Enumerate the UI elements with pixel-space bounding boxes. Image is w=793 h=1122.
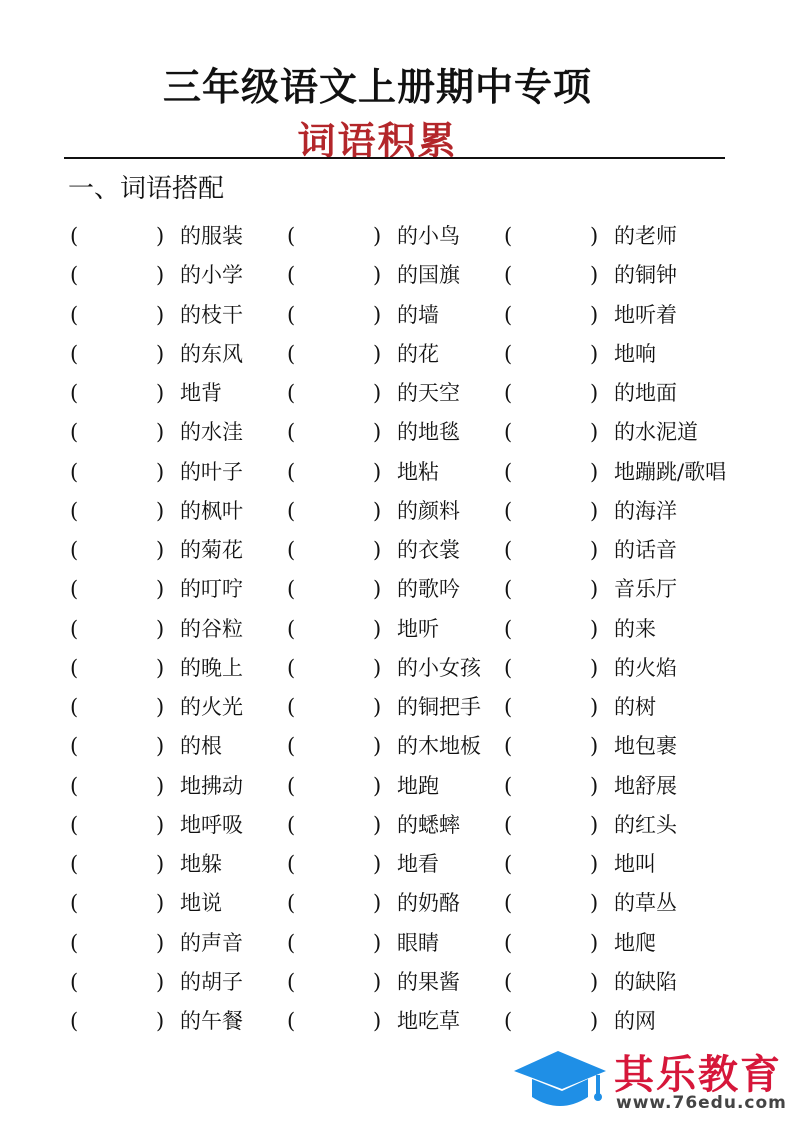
open-bracket: (: [504, 538, 513, 562]
open-bracket: (: [504, 224, 513, 248]
blank-item: [70, 845, 287, 884]
open-bracket: (: [287, 969, 296, 994]
close-bracket: ): [156, 655, 165, 680]
blank-item: [504, 374, 734, 413]
phrase-word: 的枝干: [180, 302, 243, 327]
close-bracket: ): [156, 930, 165, 955]
close-bracket: ): [373, 577, 382, 602]
open-bracket: (: [504, 459, 513, 484]
open-bracket: (: [70, 1009, 79, 1033]
blank-item: [70, 727, 287, 766]
blank-item: [287, 649, 504, 688]
close-bracket: ): [590, 224, 599, 248]
phrase-word: 地蹦跳/歌唱: [614, 459, 727, 484]
phrase-word: 地叫: [614, 852, 656, 876]
close-bracket: ): [590, 420, 599, 445]
open-bracket: (: [70, 263, 79, 288]
phrase-word: 的墙: [397, 302, 439, 327]
open-bracket: (: [504, 381, 513, 405]
blank-item: [70, 688, 287, 727]
blank-item: [504, 963, 734, 1002]
close-bracket: ): [156, 695, 165, 719]
close-bracket: ): [373, 341, 382, 366]
blank-item: [504, 688, 734, 727]
brand-logo: [510, 1043, 790, 1115]
open-bracket: (: [504, 1009, 513, 1033]
close-bracket: ): [590, 852, 599, 876]
phrase-word: 的地面: [614, 381, 677, 405]
phrase-word: 的国旗: [397, 263, 460, 288]
open-bracket: (: [287, 852, 296, 876]
phrase-word: 的叶子: [180, 459, 243, 484]
close-bracket: ): [373, 773, 382, 798]
phrase-word: 的服装: [180, 224, 243, 248]
close-bracket: ): [156, 341, 165, 366]
open-bracket: (: [287, 734, 296, 759]
close-bracket: ): [156, 498, 165, 523]
blank-item: [70, 492, 287, 531]
open-bracket: (: [287, 616, 296, 641]
close-bracket: ): [156, 224, 165, 248]
close-bracket: ): [590, 930, 599, 955]
close-bracket: ): [590, 891, 599, 916]
close-bracket: ): [156, 263, 165, 288]
close-bracket: ): [156, 773, 165, 798]
blank-item: [287, 453, 504, 492]
blank-item: [287, 963, 504, 1002]
blank-item: [70, 413, 287, 452]
open-bracket: (: [70, 655, 79, 680]
open-bracket: (: [287, 577, 296, 602]
open-bracket: (: [504, 341, 513, 366]
phrase-word: 的水泥道: [614, 420, 698, 445]
open-bracket: (: [287, 1009, 296, 1033]
phrase-word: 的奶酪: [397, 891, 460, 916]
blank-item: [287, 570, 504, 609]
blank-item: [287, 610, 504, 649]
phrase-word: 的网: [614, 1009, 656, 1033]
phrase-word: 的海洋: [614, 498, 677, 523]
phrase-word: 的衣裳: [397, 538, 460, 562]
close-bracket: ): [373, 302, 382, 327]
blank-item: [70, 806, 287, 845]
blank-item: [504, 806, 734, 845]
close-bracket: ): [373, 381, 382, 405]
blank-item: [70, 924, 287, 963]
open-bracket: (: [287, 891, 296, 916]
close-bracket: ): [373, 852, 382, 876]
phrase-word: 的草丛: [614, 891, 677, 916]
blank-item: [287, 374, 504, 413]
phrase-word: 眼睛: [397, 930, 439, 955]
blank-item: [287, 884, 504, 923]
close-bracket: ): [373, 538, 382, 562]
phrase-word: 的天空: [397, 381, 460, 405]
page-title: 三年级语文上册期中专项: [162, 65, 592, 109]
brand-url: www.76edu.com: [616, 1093, 787, 1113]
phrase-word: 的枫叶: [180, 498, 243, 523]
blank-item: [504, 767, 734, 806]
phrase-word: 的谷粒: [180, 616, 243, 641]
blank-item: [70, 374, 287, 413]
blank-item: [504, 924, 734, 963]
open-bracket: (: [287, 538, 296, 562]
blank-item: [70, 884, 287, 923]
blank-item: [70, 963, 287, 1002]
phrase-word: 的蟋蟀: [397, 812, 460, 837]
phrase-word: 的红头: [614, 812, 677, 837]
blank-item: [287, 924, 504, 963]
open-bracket: (: [504, 852, 513, 876]
open-bracket: (: [287, 695, 296, 719]
open-bracket: (: [287, 655, 296, 680]
open-bracket: (: [70, 812, 79, 837]
close-bracket: ): [156, 459, 165, 484]
blank-item: [70, 767, 287, 806]
open-bracket: (: [504, 695, 513, 719]
open-bracket: (: [70, 538, 79, 562]
close-bracket: ): [156, 891, 165, 916]
close-bracket: ): [373, 655, 382, 680]
close-bracket: ): [590, 695, 599, 719]
phrase-word: 的果酱: [397, 969, 460, 994]
blank-item: [504, 453, 734, 492]
close-bracket: ): [590, 773, 599, 798]
phrase-word: 的树: [614, 695, 656, 719]
phrase-word: 的老师: [614, 224, 677, 248]
blank-item: [287, 217, 504, 256]
open-bracket: (: [70, 852, 79, 876]
open-bracket: (: [70, 577, 79, 602]
phrase-word: 地拂动: [180, 773, 243, 798]
close-bracket: ): [373, 969, 382, 994]
phrase-word: 的水洼: [180, 420, 243, 445]
open-bracket: (: [70, 969, 79, 994]
blank-item: [287, 296, 504, 335]
close-bracket: ): [373, 734, 382, 759]
blank-item: [70, 610, 287, 649]
close-bracket: ): [156, 577, 165, 602]
phrase-word: 的午餐: [180, 1009, 243, 1033]
blank-item: [287, 335, 504, 374]
blank-item: [70, 1002, 287, 1041]
phrase-word: 地爬: [614, 930, 656, 955]
open-bracket: (: [287, 381, 296, 405]
close-bracket: ): [373, 224, 382, 248]
phrase-word: 地看: [397, 852, 439, 876]
phrase-word: 的小学: [180, 263, 243, 288]
open-bracket: (: [287, 498, 296, 523]
open-bracket: (: [504, 773, 513, 798]
blank-item: [504, 1002, 734, 1041]
blank-item: [504, 217, 734, 256]
close-bracket: ): [590, 969, 599, 994]
open-bracket: (: [70, 616, 79, 641]
close-bracket: ): [590, 381, 599, 405]
blank-item: [504, 296, 734, 335]
phrase-word: 地呼吸: [180, 812, 243, 837]
blank-item: [287, 1002, 504, 1041]
phrase-word: 的铜钟: [614, 263, 677, 288]
blank-item: [504, 845, 734, 884]
close-bracket: ): [156, 1009, 165, 1033]
phrase-word: 的东风: [180, 341, 243, 366]
graduation-cap-icon: [510, 1045, 610, 1113]
open-bracket: (: [70, 381, 79, 405]
close-bracket: ): [590, 302, 599, 327]
close-bracket: ): [156, 969, 165, 994]
brand-name: 其乐教育: [614, 1052, 782, 1098]
open-bracket: (: [504, 969, 513, 994]
phrase-word: 的声音: [180, 930, 243, 955]
blank-item: [504, 256, 734, 295]
open-bracket: (: [504, 577, 513, 602]
phrase-word: 音乐厅: [614, 577, 677, 602]
title-divider: [64, 157, 725, 159]
close-bracket: ): [156, 381, 165, 405]
blank-item: [70, 453, 287, 492]
blank-item: [287, 688, 504, 727]
phrase-word: 的小鸟: [397, 224, 460, 248]
phrase-word: 地听: [397, 616, 439, 641]
phrase-word: 地跑: [397, 773, 439, 798]
section-heading: 一、词语搭配: [68, 174, 225, 204]
blank-item: [70, 570, 287, 609]
phrase-word: 的花: [397, 341, 439, 366]
blank-item: [70, 335, 287, 374]
blank-item: [287, 256, 504, 295]
phrase-word: 地包裹: [614, 734, 677, 759]
close-bracket: ): [156, 420, 165, 445]
close-bracket: ): [373, 891, 382, 916]
close-bracket: ): [156, 616, 165, 641]
open-bracket: (: [287, 263, 296, 288]
phrase-word: 地响: [614, 341, 656, 366]
open-bracket: (: [287, 341, 296, 366]
close-bracket: ): [590, 341, 599, 366]
close-bracket: ): [373, 459, 382, 484]
close-bracket: ): [590, 1009, 599, 1033]
blank-item: [287, 767, 504, 806]
open-bracket: (: [70, 930, 79, 955]
blank-item: [70, 649, 287, 688]
open-bracket: (: [70, 734, 79, 759]
phrase-word: 的火光: [180, 695, 243, 719]
close-bracket: ): [373, 812, 382, 837]
open-bracket: (: [70, 420, 79, 445]
open-bracket: (: [70, 459, 79, 484]
close-bracket: ): [156, 852, 165, 876]
phrase-word: 地背: [180, 381, 222, 405]
phrase-word: 地粘: [397, 459, 439, 484]
open-bracket: (: [287, 302, 296, 327]
blank-item: [504, 413, 734, 452]
close-bracket: ): [373, 498, 382, 523]
close-bracket: ): [373, 695, 382, 719]
open-bracket: (: [70, 341, 79, 366]
phrase-word: 的菊花: [180, 538, 243, 562]
phrase-word: 地听着: [614, 302, 677, 327]
open-bracket: (: [504, 734, 513, 759]
blank-item: [504, 335, 734, 374]
blank-item: [504, 727, 734, 766]
open-bracket: (: [287, 812, 296, 837]
phrase-word: 的小女孩: [397, 655, 481, 680]
open-bracket: (: [504, 812, 513, 837]
open-bracket: (: [504, 930, 513, 955]
close-bracket: ): [156, 538, 165, 562]
open-bracket: (: [287, 224, 296, 248]
open-bracket: (: [504, 420, 513, 445]
open-bracket: (: [504, 616, 513, 641]
close-bracket: ): [156, 812, 165, 837]
open-bracket: (: [70, 302, 79, 327]
phrase-word: 的来: [614, 616, 656, 641]
blank-item: [70, 217, 287, 256]
blank-item: [70, 256, 287, 295]
phrase-word: 的地毯: [397, 420, 460, 445]
open-bracket: (: [70, 498, 79, 523]
blank-item: [287, 531, 504, 570]
open-bracket: (: [70, 224, 79, 248]
open-bracket: (: [504, 302, 513, 327]
open-bracket: (: [70, 695, 79, 719]
close-bracket: ): [373, 616, 382, 641]
phrase-word: 的木地板: [397, 734, 481, 759]
close-bracket: ): [373, 420, 382, 445]
close-bracket: ): [590, 459, 599, 484]
open-bracket: (: [287, 773, 296, 798]
phrase-word: 的缺陷: [614, 969, 677, 994]
phrase-word: 的话音: [614, 538, 677, 562]
blank-item: [70, 531, 287, 570]
blank-item: [504, 531, 734, 570]
open-bracket: (: [70, 773, 79, 798]
open-bracket: (: [287, 459, 296, 484]
close-bracket: ): [590, 734, 599, 759]
close-bracket: ): [373, 930, 382, 955]
blank-item: [504, 610, 734, 649]
phrase-word: 的叮咛: [180, 577, 243, 602]
open-bracket: (: [287, 930, 296, 955]
phrase-word: 的歌吟: [397, 577, 460, 602]
close-bracket: ): [156, 302, 165, 327]
close-bracket: ): [156, 734, 165, 759]
word-pairing-grid: [70, 217, 734, 1041]
phrase-word: 的火焰: [614, 655, 677, 680]
blank-item: [504, 884, 734, 923]
close-bracket: ): [373, 263, 382, 288]
phrase-word: 地吃草: [397, 1009, 460, 1033]
close-bracket: ): [590, 616, 599, 641]
phrase-word: 的晚上: [180, 655, 243, 680]
blank-item: [287, 413, 504, 452]
blank-item: [504, 570, 734, 609]
blank-item: [287, 845, 504, 884]
open-bracket: (: [504, 891, 513, 916]
close-bracket: ): [590, 655, 599, 680]
phrase-word: 的铜把手: [397, 695, 481, 719]
phrase-word: 的胡子: [180, 969, 243, 994]
phrase-word: 地说: [180, 891, 222, 916]
close-bracket: ): [373, 1009, 382, 1033]
open-bracket: (: [504, 263, 513, 288]
close-bracket: ): [590, 538, 599, 562]
page-subtitle: 词语积累: [297, 119, 458, 163]
blank-item: [70, 296, 287, 335]
close-bracket: ): [590, 263, 599, 288]
phrase-word: 地舒展: [614, 773, 677, 798]
phrase-word: 地躲: [180, 852, 222, 876]
close-bracket: ): [590, 577, 599, 602]
blank-item: [287, 492, 504, 531]
open-bracket: (: [287, 420, 296, 445]
phrase-word: 的颜料: [397, 498, 460, 523]
blank-item: [287, 806, 504, 845]
close-bracket: ): [590, 812, 599, 837]
open-bracket: (: [504, 655, 513, 680]
close-bracket: ): [590, 498, 599, 523]
blank-item: [287, 727, 504, 766]
open-bracket: (: [504, 498, 513, 523]
open-bracket: (: [70, 891, 79, 916]
phrase-word: 的根: [180, 734, 222, 759]
blank-item: [504, 492, 734, 531]
blank-item: [504, 649, 734, 688]
